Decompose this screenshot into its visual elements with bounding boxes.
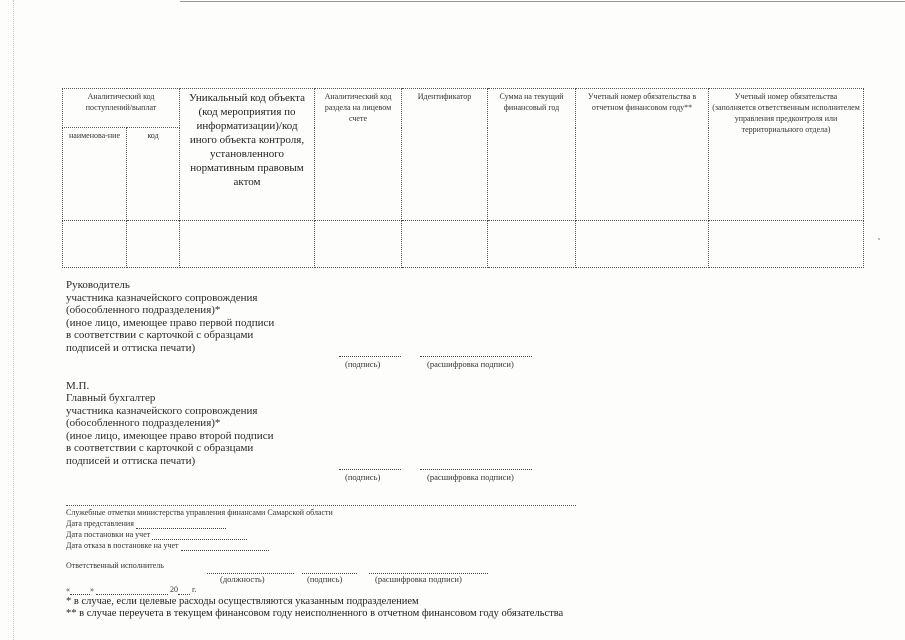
header-analytic-code-receipts: Аналитический код поступлений/выплат — [63, 89, 180, 128]
footnote-1: * в случае, если целевые расходы осуществляются указанным подразделением — [66, 596, 419, 607]
stamp-label: М.П. — [66, 380, 90, 392]
date-refused-field[interactable] — [181, 541, 269, 551]
executor-label: Ответственный исполнитель — [66, 561, 164, 570]
signature2-line: в соответствии с карточкой с образцами — [66, 442, 254, 454]
left-margin-rule — [13, 0, 14, 640]
signature2-caption-signature: (подпись) — [345, 472, 381, 482]
signature2-line: подписей и оттиска печати) — [66, 454, 196, 467]
header-obligation-number-control: Учетный номер обязательства (заполняется ответственным исполнителем управления предконтроля или территориального отдела) — [709, 89, 864, 221]
signature1-line: Руководитель — [66, 279, 130, 291]
signature2-decoding-line[interactable] — [420, 469, 532, 470]
table-cell — [315, 221, 402, 268]
service-date-submitted-label: Дата представления — [66, 519, 134, 528]
date-year-field[interactable] — [178, 585, 190, 595]
table-cell — [488, 221, 576, 268]
header-sub-code: код — [127, 128, 180, 221]
signature1-block — [66, 279, 274, 354]
obligations-table — [62, 88, 864, 268]
date-registered-field[interactable] — [152, 530, 247, 540]
header-identifier: Идентификатор — [402, 89, 488, 221]
signature1-caption-decoding: (расшифровка подписи) — [427, 359, 514, 369]
date-line — [66, 585, 196, 595]
scan-speck — [878, 238, 880, 240]
signature2-caption-decoding: (расшифровка подписи) — [427, 472, 514, 482]
signature2-line: Главный бухгалтер — [66, 392, 156, 404]
signature2-line: (иное лицо, имеющее право второй подписи — [66, 429, 274, 442]
header-current-year-amount: Сумма на текущий финансовый год — [488, 89, 576, 221]
service-title: Служебные отметки министерства управления финансами Самарской области — [66, 508, 333, 517]
footnote-2: ** в случае переучета в текущем финансовом году неисполненного в отчетном финансовом году обязательства — [66, 608, 564, 619]
table-cell — [180, 221, 315, 268]
signature2-line: (обособленного подразделения)* — [66, 417, 221, 429]
service-date-registered — [66, 530, 247, 540]
header-analytic-section-code: Аналитический код раздела на лицевом счете — [315, 89, 402, 221]
signature2-line: участника казначейского сопровождения — [66, 404, 258, 417]
service-date-refused-label: Дата отказа в постановке на учет — [66, 541, 179, 550]
table-cell — [402, 221, 488, 268]
service-date-registered-label: Дата постановки на учет — [66, 530, 151, 539]
top-border-line — [180, 1, 905, 2]
date-day-field[interactable] — [70, 585, 90, 595]
signature1-line: в соответствии с карточкой с образцами — [66, 329, 254, 341]
signature1-decoding-line[interactable] — [420, 356, 532, 357]
service-date-refused — [66, 541, 269, 551]
service-date-submitted — [66, 519, 226, 529]
header-obligation-number-reporting: Учетный номер обязательства в отчетном финансовом году** — [576, 89, 709, 221]
date-year-prefix: 20 — [170, 585, 178, 594]
date-quote-open: « — [66, 585, 70, 594]
header-unique-code: Уникальный код объекта (код мероприятия по информатизации)/код иного объекта контроля, установленного нормативным правовым актом — [180, 89, 315, 221]
signature1-caption-signature: (подпись) — [345, 359, 381, 369]
signature2-block — [66, 392, 273, 467]
signature1-line: (обособленного подразделения)* — [66, 304, 221, 316]
date-quote-close: » — [90, 585, 94, 594]
header-sub-name: наименова-ние — [63, 128, 127, 221]
signature1-line: (иное лицо, имеющее право первой подписи — [66, 316, 275, 329]
date-month-field[interactable] — [96, 585, 168, 595]
table-cell — [576, 221, 709, 268]
executor-caption-decoding: (расшифровка подписи) — [375, 574, 462, 584]
signature1-line: участника казначейского сопровождения — [66, 291, 258, 304]
signature1-line: подписей и оттиска печати) — [66, 341, 196, 354]
executor-caption-position: (должность) — [220, 574, 265, 584]
table-cell — [709, 221, 864, 268]
signature1-signature-line[interactable] — [339, 356, 401, 357]
date-year-suffix: г. — [192, 585, 197, 594]
service-separator-line — [66, 505, 576, 506]
table-cell — [63, 221, 127, 268]
table-cell — [127, 221, 180, 268]
executor-caption-signature: (подпись) — [307, 574, 343, 584]
date-submitted-field[interactable] — [136, 519, 226, 529]
signature2-signature-line[interactable] — [339, 469, 401, 470]
